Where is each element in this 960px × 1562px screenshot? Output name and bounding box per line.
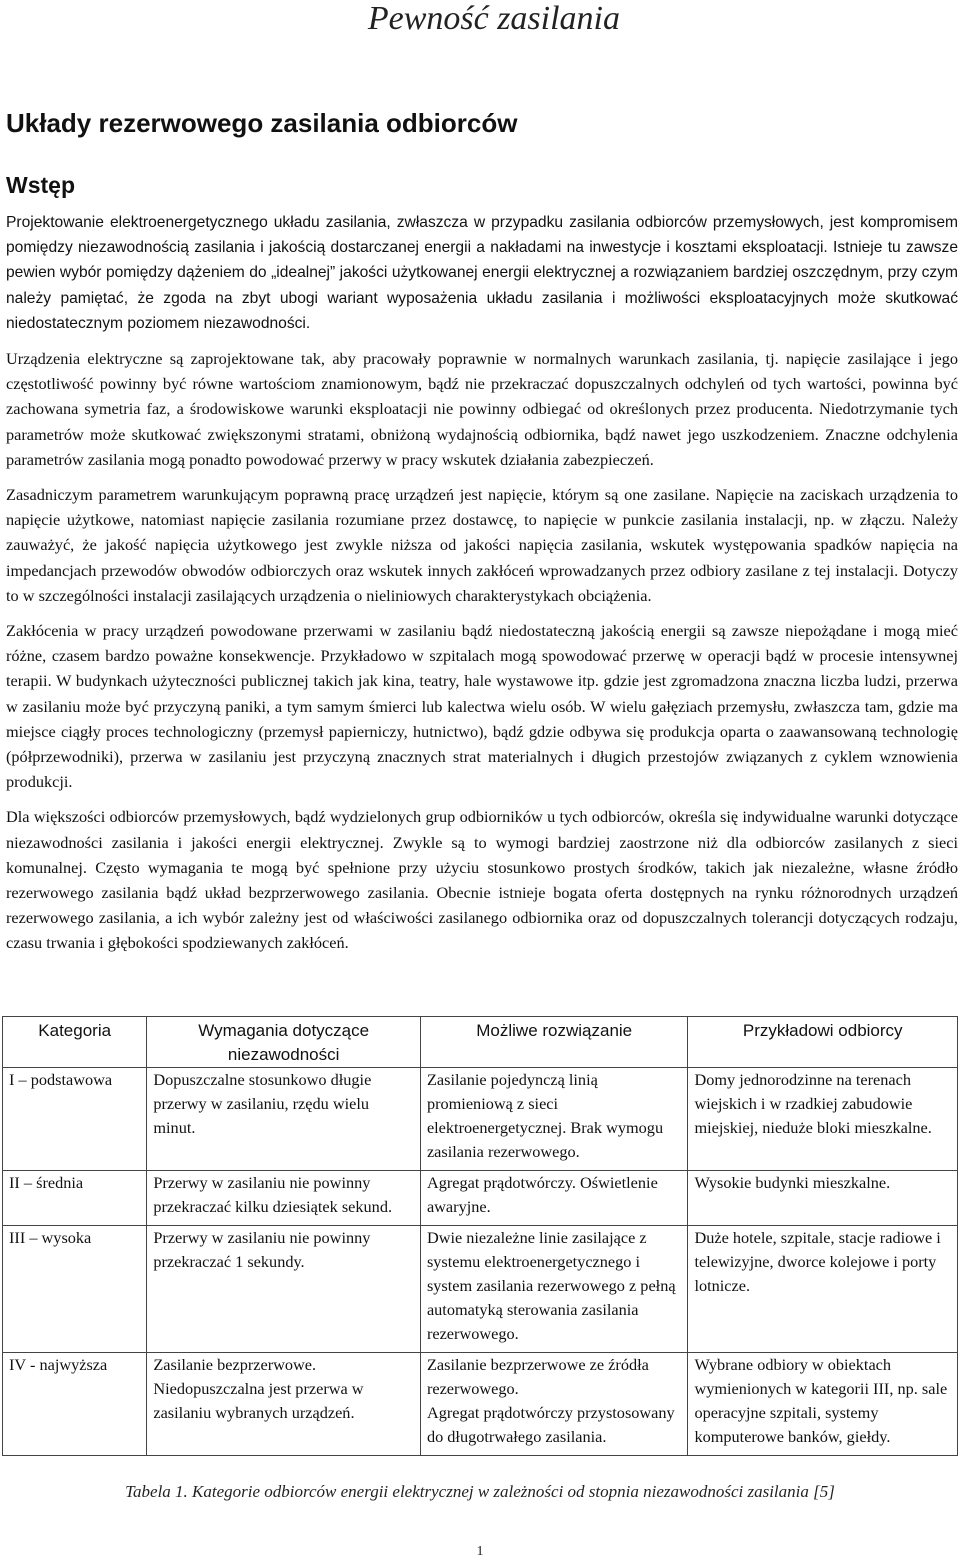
cell-requirements: Przerwy w zasilaniu nie powinny przekraczać 1 sekundy. [147, 1226, 421, 1353]
cell-solution: Zasilanie pojedynczą linią promieniową z sieci elektroenergetycznej. Brak wymogu zasilania rezerwowego. [420, 1068, 688, 1171]
table-row [3, 1171, 958, 1226]
header-requirements: Wymagania dotyczące niezawodności [147, 1017, 421, 1068]
body-text [6, 210, 958, 966]
section-heading: Wstęp [6, 172, 75, 198]
cell-requirements: Dopuszczalne stosunkowo długie przerwy w zasilaniu, rzędu wielu minut. [147, 1068, 421, 1171]
cell-solution: Dwie niezależne linie zasilające z systemu elektroenergetycznego i system zasilania rezerwowego z pełną automatyką sterowania zasilania rezerwowego. [420, 1226, 688, 1353]
header-category: Kategoria [3, 1017, 147, 1068]
paragraph-3: Zasadniczym parametrem warunkującym poprawną pracę urządzeń jest napięcie, którym są one zasilane. Napięcie na zaciskach urządzenia to napięcie użytkowe, natomiast napięcie zasilania rozumiane przez dostawcę, to napięcie w punkcie zasilania instalacji, np. w złączu. Należy zauważyć, że jakość napięcia użytkowego jest zwykle niższa od jakości napięcia zasilania, wskutek występowania spadków napięcia na impedancjach przewodów obwodów odbiorczych oraz wskutek innych zakłóceń wprowadzanych przez odbiory zasilane z tej instalacji. Dotyczy to w szczególności instalacji zasilających urządzenia o nieliniowych charakterystykach obciążenia. [6, 485, 958, 605]
paragraph-4: Zakłócenia w pracy urządzeń powodowane przerwami w zasilaniu bądź niedostateczną jakością energii są zawsze niepożądane i mogą mieć różne, czasem bardzo poważne konsekwencje. Przykładowo w szpitalach mogą spowodować przerwę w operacji bądź w procesie intensywnej terapii. W budynkach użyteczności publicznej takich jak kina, teatry, hale wystawowe itp. gdzie jest zgromadzona znaczna liczba ludzi, przerwa w zasilaniu może być przyczyną paniki, a tym samym śmierci lub kalectwa wielu osób. W wielu gałęziach przemysłu, zwłaszcza tam, gdzie ma miejsce ciągły proces technologiczny (przemysł papierniczy, hutnictwo), bądź gdzie odbywa się produkcja oparta o zaawansowaną technologię (półprzewodniki), przerwa w zasilaniu jest przyczyną znacznych strat materialnych i długich przestojów związanych z cyklem wznowienia produkcji. [6, 621, 958, 792]
cell-category: II – średnia [3, 1171, 147, 1226]
cell-category: III – wysoka [3, 1226, 147, 1353]
running-header: Pewność zasilania [367, 0, 620, 37]
table-row [3, 1068, 958, 1171]
page-number: 1 [476, 1544, 484, 1559]
cell-examples: Duże hotele, szpitale, stacje radiowe i telewizyjne, dworce kolejowe i porty lotnicze. [688, 1226, 958, 1353]
table-row [3, 1226, 958, 1353]
categories-table [2, 1016, 958, 1456]
cell-examples: Wybrane odbiory w obiektach wymienionych w kategorii III, np. sale operacyjne szpitali, systemy komputerowe banków, giełdy. [688, 1353, 958, 1456]
header-examples: Przykładowi odbiorcy [688, 1017, 958, 1068]
paragraph-1: Projektowanie elektroenergetycznego układu zasilania, zwłaszcza w przypadku zasilania odbiorców przemysłowych, jest kompromisem pomiędzy niezawodnością zasilania i jakością dostarczanej energii a nakładami na inwestycje i kosztami eksploatacji. Istnieje tu zawsze pewien wybór pomiędzy dążeniem do „idealnej” jakości użytkowanej energii elektrycznej a rozwiązaniem bardziej oszczędnym, przy czym należy pamiętać, że zgoda na zbyt ubogi wariant wyposażenia układu zasilania i możliwości eksploatacyjnych może skutkować niedostatecznym poziomem niezawodności. [6, 214, 958, 332]
cell-solution: Agregat prądotwórczy. Oświetlenie awaryjne. [420, 1171, 688, 1226]
cell-solution: Zasilanie bezprzerwowe ze źródła rezerwowego. Agregat prądotwórczy przystosowany do długotrwałego zasilania. [420, 1353, 688, 1456]
header-solution: Możliwe rozwiązanie [420, 1017, 688, 1068]
table-header-row [3, 1017, 958, 1068]
cell-requirements: Przerwy w zasilaniu nie powinny przekraczać kilku dziesiątek sekund. [147, 1171, 421, 1226]
cell-examples: Wysokie budynki mieszkalne. [688, 1171, 958, 1226]
table-caption: Tabela 1. Kategorie odbiorców energii elektrycznej w zależności od stopnia niezawodności zasilania [5] [125, 1482, 835, 1501]
cell-category: IV - najwyższa [3, 1353, 147, 1456]
table-row [3, 1353, 958, 1456]
paragraph-2: Urządzenia elektryczne są zaprojektowane tak, aby pracowały poprawnie w normalnych warunkach zasilania, tj. napięcie zasilające i jego częstotliwość powinny być równe wartościom znamionowym, bądź nie przekraczać dopuszczalnych odchyleń od tych wartości, powinna być zachowana symetria faz, a środowiskowe warunki eksploatacji nie powinny odbiegać od określonych przez producenta. Niedotrzymanie tych parametrów może skutkować zwiększonymi stratami, obniżoną wydajnością odbiornika, bądź nawet jego uszkodzeniem. Znaczne odchylenia parametrów zasilania mogą ponadto powodować przerwy w pracy wskutek działania zabezpieczeń. [6, 349, 958, 469]
paragraph-5: Dla większości odbiorców przemysłowych, bądź wydzielonych grup odbiorników u tych odbiorców, określa się indywidualne warunki dotyczące niezawodności zasilania i jakości energii elektrycznej. Zwykle są to wymogi bardziej zaostrzone niż dla odbiorców zasilanych z sieci komunalnej. Często wymagania te mogą być spełnione przy użyciu stosunkowo prostych środków, takich jak niezależne, własne źródło rezerwowego zasilania bądź układ bezprzerwowego zasilania. Obecnie istnieje bogata oferta dostępnych na rynku różnorodnych urządzeń rezerwowego zasilania, a ich wybór zależny jest od właściwości zasilanego odbiornika oraz od dopuszczalnych tolerancji dotyczących rodzaju, czasu trwania i głębokości spodziewanych zakłóceń. [6, 807, 958, 953]
cell-category: I – podstawowa [3, 1068, 147, 1171]
page-title: Układy rezerwowego zasilania odbiorców [6, 108, 518, 138]
cell-examples: Domy jednorodzinne na terenach wiejskich i w rzadkiej zabudowie miejskiej, nieduże bloki mieszkalne. [688, 1068, 958, 1171]
cell-requirements: Zasilanie bezprzerwowe. Niedopuszczalna jest przerwa w zasilaniu wybranych urządzeń. [147, 1353, 421, 1456]
